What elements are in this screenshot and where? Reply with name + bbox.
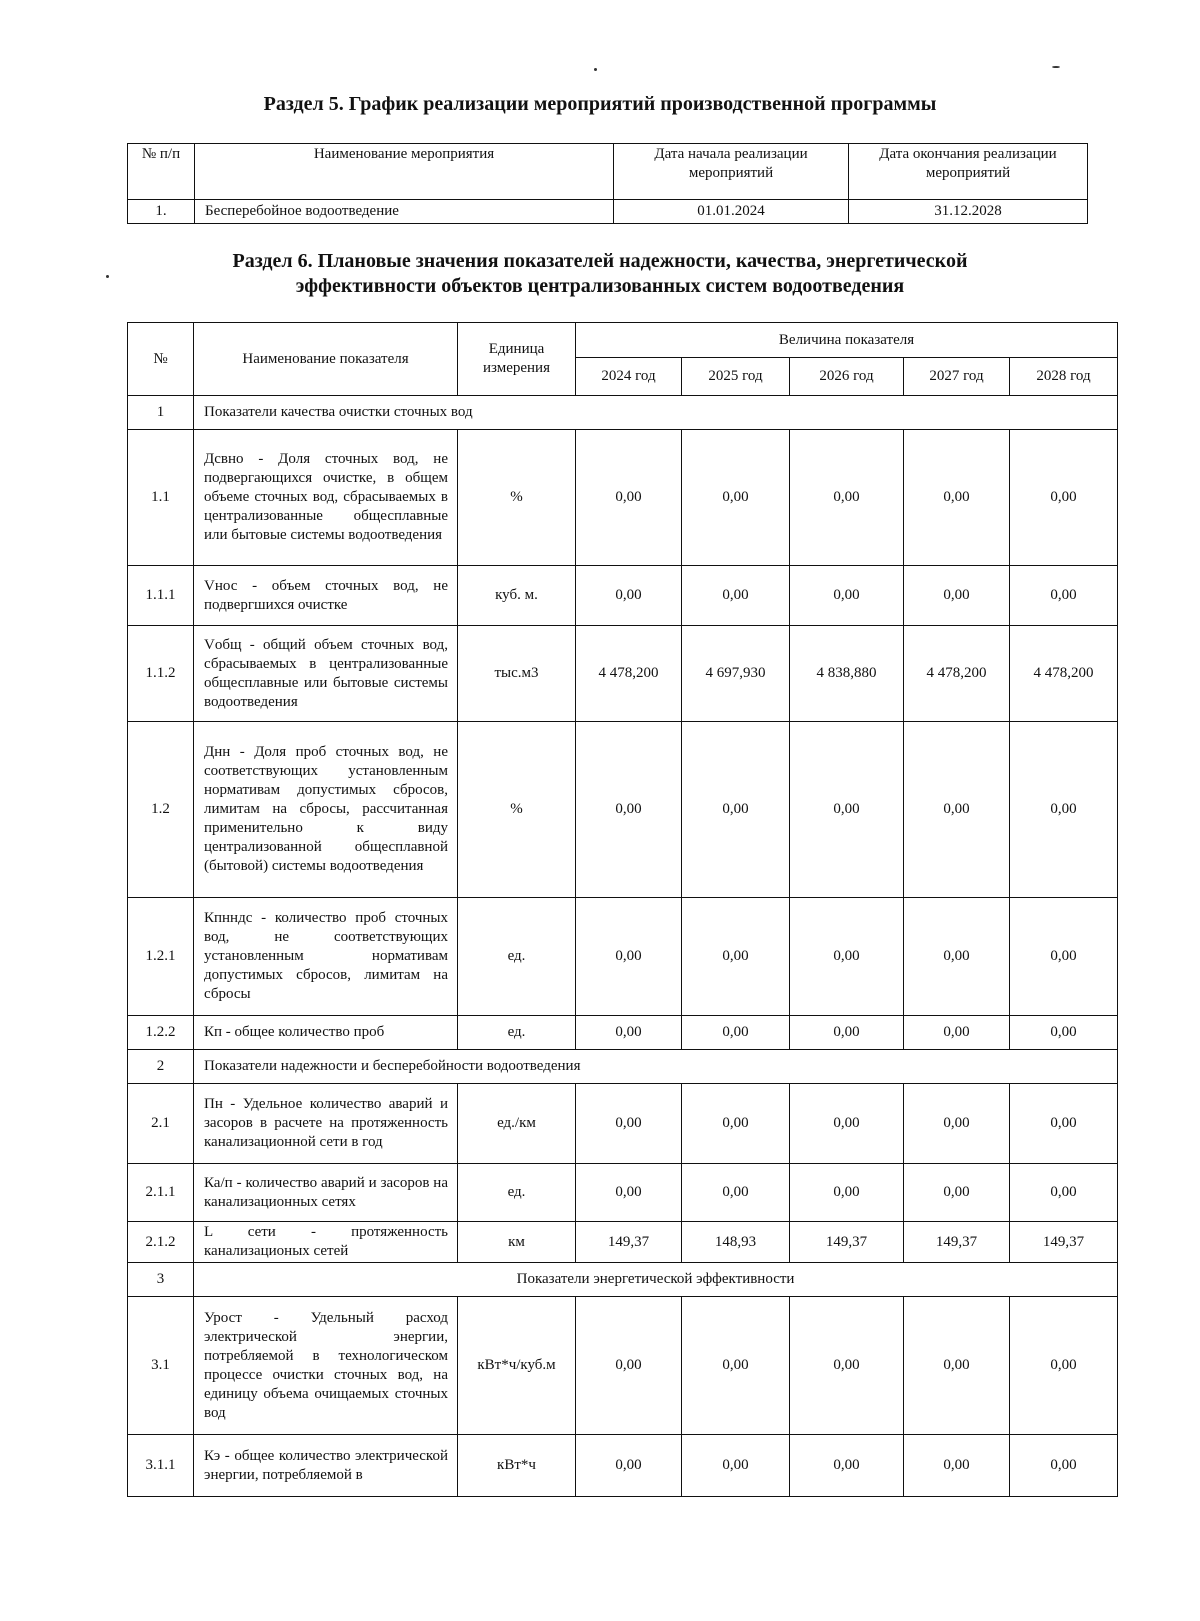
indicator-unit: тыс.м3 [458,626,576,722]
indicator-value: 0,00 [1010,566,1118,626]
table-row [128,1164,1118,1222]
scan-speck [594,68,597,71]
section-title: Показатели качества очистки сточных вод [194,396,1118,430]
indicator-value: 0,00 [1010,1164,1118,1222]
table-row [128,722,1118,898]
indicator-value: 149,37 [790,1222,904,1263]
section-title: Показатели надежности и бесперебойности водоотведения [194,1050,1118,1084]
indicator-value: 0,00 [790,1297,904,1435]
indicator-value: 0,00 [1010,1435,1118,1497]
indicator-unit: % [458,722,576,898]
scan-speck [1052,66,1060,68]
indicator-value: 0,00 [576,722,682,898]
indicator-value: 0,00 [1010,1297,1118,1435]
indicator-value: 0,00 [682,1084,790,1164]
indicator-value: 0,00 [1010,1016,1118,1050]
table-row [128,1016,1118,1050]
section6-header-year: 2026 год [790,358,904,396]
indicator-value: 4 697,930 [682,626,790,722]
indicator-value: 0,00 [682,722,790,898]
section6-header-year: 2028 год [1010,358,1118,396]
indicator-value: 148,93 [682,1222,790,1263]
section5-header-num: № п/п [128,144,195,200]
row-num: 1.1 [128,430,194,566]
table-row [128,566,1118,626]
indicator-name: L сети - протяженность канализационых сетей [194,1222,458,1263]
indicator-value: 0,00 [790,1164,904,1222]
section-row [128,396,1118,430]
section6-header-year: 2024 год [576,358,682,396]
table-row [128,626,1118,722]
indicator-name: Ка/п - количество аварий и засоров на канализационных сетях [194,1164,458,1222]
indicator-value: 0,00 [790,1084,904,1164]
row-num: 1.1.1 [128,566,194,626]
indicator-value: 0,00 [576,1297,682,1435]
indicator-unit: ед. [458,898,576,1016]
indicator-value: 0,00 [904,1084,1010,1164]
indicator-value: 0,00 [790,722,904,898]
indicator-value: 0,00 [790,898,904,1016]
section5-header-end: Дата окончания реализации мероприятий [849,144,1088,200]
row-num: 2 [128,1050,194,1084]
indicator-name: Vнос - объем сточных вод, не подвергшихся очистке [194,566,458,626]
indicator-value: 0,00 [682,1297,790,1435]
section6-header-unit: Единица измерения [458,323,576,396]
indicator-value: 0,00 [576,1435,682,1497]
section6-title-line2: эффективности объектов централизованных систем водоотведения [295,275,905,297]
indicator-name: Пн - Удельное количество аварий и засоров в расчете на протяженность канализационной сети в год [194,1084,458,1164]
indicator-value: 0,00 [576,430,682,566]
indicator-value: 0,00 [1010,722,1118,898]
indicator-value: 0,00 [1010,898,1118,1016]
scan-speck [106,275,109,278]
indicator-value: 149,37 [904,1222,1010,1263]
indicator-value: 0,00 [576,1084,682,1164]
indicator-value: 0,00 [576,1016,682,1050]
indicator-value: 0,00 [682,1016,790,1050]
section5-header-row [128,144,1088,200]
indicator-value: 0,00 [790,1016,904,1050]
indicator-unit: % [458,430,576,566]
indicator-value: 0,00 [1010,430,1118,566]
section6-header-year: 2025 год [682,358,790,396]
section6-header-year: 2027 год [904,358,1010,396]
row-num: 2.1.1 [128,1164,194,1222]
indicator-value: 0,00 [904,1297,1010,1435]
row-num: 1.2.1 [128,898,194,1016]
indicator-value: 0,00 [1010,1084,1118,1164]
section5-header-name: Наименование мероприятия [195,144,614,200]
section-row [128,1050,1118,1084]
indicator-value: 0,00 [576,566,682,626]
indicator-name: Кэ - общее количество электрической энергии, потребляемой в [194,1435,458,1497]
row-num: 1.2 [128,722,194,898]
indicator-value: 0,00 [790,430,904,566]
indicator-unit: ед./км [458,1084,576,1164]
indicator-value: 0,00 [682,1164,790,1222]
row-num: 1.1.2 [128,626,194,722]
table-row [128,1297,1118,1435]
table-row [128,898,1118,1016]
indicator-unit: ед. [458,1016,576,1050]
indicator-value: 0,00 [790,566,904,626]
indicator-value: 0,00 [682,898,790,1016]
table-row [128,200,1088,224]
section5-table [127,143,1088,224]
indicator-value: 0,00 [682,566,790,626]
indicator-value: 0,00 [904,1016,1010,1050]
section6-table [127,322,1118,1497]
row-num: 2.1 [128,1084,194,1164]
section6-title-line1: Раздел 6. Плановые значения показателей надежности, качества, энергетической [232,250,968,272]
indicator-value: 0,00 [904,1435,1010,1497]
indicator-value: 0,00 [576,1164,682,1222]
indicator-name: Кп - общее количество проб [194,1016,458,1050]
indicator-value: 0,00 [904,430,1010,566]
indicator-unit: куб. м. [458,566,576,626]
section5-title: Раздел 5. График реализации мероприятий производственной программы [263,93,937,115]
section5-row-name: Бесперебойное водоотведение [195,200,614,224]
row-num: 2.1.2 [128,1222,194,1263]
indicator-value: 0,00 [576,898,682,1016]
row-num: 3 [128,1263,194,1297]
row-num: 3.1 [128,1297,194,1435]
indicator-unit: км [458,1222,576,1263]
indicator-value: 4 478,200 [576,626,682,722]
indicator-value: 4 838,880 [790,626,904,722]
section6-header-name: Наименование показателя [194,323,458,396]
indicator-name: Дсвно - Доля сточных вод, не подвергающихся очистке, в общем объеме сточных вод, сбрасываемых в централизованные общесплавные или бытовые системы водоотведения [194,430,458,566]
table-row [128,1222,1118,1263]
indicator-unit: ед. [458,1164,576,1222]
indicator-unit: кВт*ч/куб.м [458,1297,576,1435]
section5-header-start: Дата начала реализации мероприятий [614,144,849,200]
table-row [128,1435,1118,1497]
section5-row-num: 1. [128,200,195,224]
row-num: 1 [128,396,194,430]
indicator-name: Днн - Доля проб сточных вод, не соответствующих установленным нормативам допустимых сбросов, лимитам на сбросы, рассчитанная применительно к виду централизованной общесплавной (бытовой) системы водоотведения [194,722,458,898]
indicator-unit: кВт*ч [458,1435,576,1497]
section5-row-end: 31.12.2028 [849,200,1088,224]
indicator-value: 0,00 [904,898,1010,1016]
section-title: Показатели энергетической эффективности [194,1263,1118,1297]
section6-header-num: № [128,323,194,396]
row-num: 3.1.1 [128,1435,194,1497]
section6-header-value: Величина показателя [576,323,1118,358]
indicator-value: 0,00 [904,566,1010,626]
indicator-value: 0,00 [904,722,1010,898]
indicator-value: 0,00 [682,1435,790,1497]
indicator-name: Урост - Удельный расход электрической энергии, потребляемой в технологическом процессе очистки сточных вод, на единицу объема очищаемых сточных вод [194,1297,458,1435]
table-row [128,430,1118,566]
indicator-value: 0,00 [790,1435,904,1497]
indicator-value: 149,37 [576,1222,682,1263]
row-num: 1.2.2 [128,1016,194,1050]
indicator-value: 4 478,200 [904,626,1010,722]
indicator-value: 0,00 [904,1164,1010,1222]
indicator-value: 0,00 [682,430,790,566]
section-row [128,1263,1118,1297]
table-row [128,1084,1118,1164]
indicator-value: 149,37 [1010,1222,1118,1263]
section6-header-row [128,323,1118,358]
indicator-name: Кпнндс - количество проб сточных вод, не соответствующих установленным нормативам допустимых сбросов, лимитам на сбросы [194,898,458,1016]
section5-row-start: 01.01.2024 [614,200,849,224]
indicator-name: Vобщ - общий объем сточных вод, сбрасываемых в централизованные общесплавные или бытовые системы водоотведения [194,626,458,722]
indicator-value: 4 478,200 [1010,626,1118,722]
